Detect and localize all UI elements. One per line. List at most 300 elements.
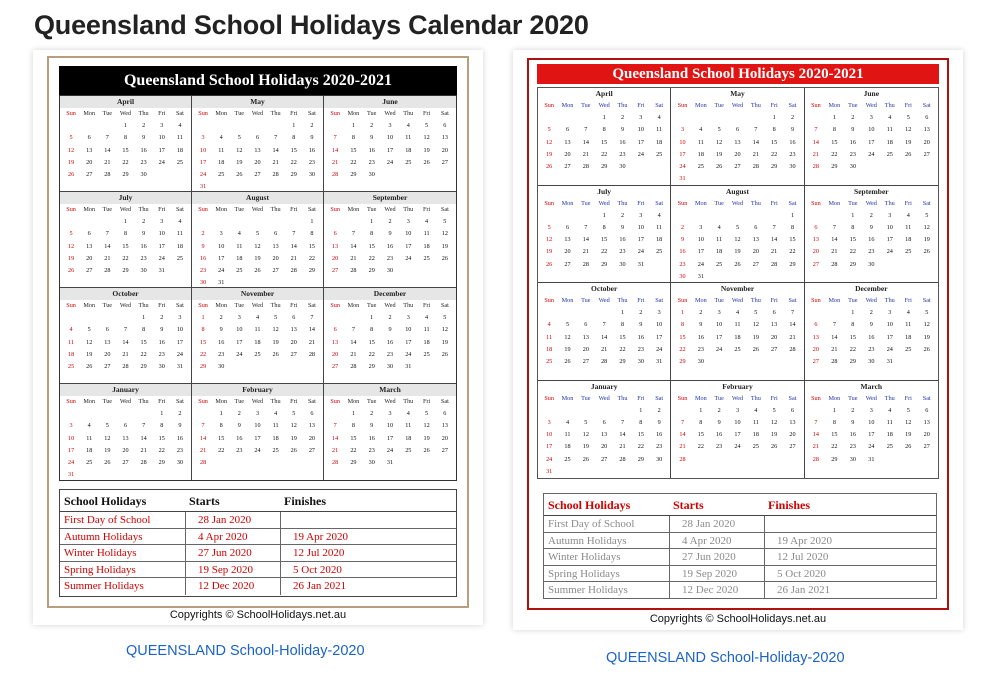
day-cell: 15	[122, 242, 129, 250]
holiday-cell: Spring Holidays	[548, 567, 620, 580]
week-row	[62, 120, 189, 132]
day-cell: 12	[546, 236, 553, 244]
day-cell: 19	[423, 434, 430, 442]
weekday-label: Fri	[637, 199, 645, 207]
day-cell: 19	[923, 236, 930, 244]
day-cell: 11	[546, 333, 553, 341]
weekday-label: Wed	[598, 102, 610, 109]
month-name: August	[726, 186, 749, 196]
day-cell: 5	[772, 406, 776, 414]
day-cell: 26	[716, 163, 723, 171]
week-row	[540, 319, 668, 331]
day-cell: 8	[602, 126, 606, 134]
day-cell: 7	[680, 418, 685, 426]
day-cell: 27	[812, 260, 819, 268]
day-cell: 2	[370, 410, 374, 417]
day-cell: 24	[386, 158, 394, 166]
day-cell: 14	[104, 146, 111, 154]
week-row	[540, 259, 668, 271]
day-cell: 1	[310, 218, 314, 225]
day-cell: 16	[619, 236, 626, 244]
day-cell: 28	[122, 363, 129, 371]
day-cell: 6	[814, 321, 818, 329]
weekday-label: Fri	[422, 302, 431, 309]
weekday-header	[807, 393, 936, 405]
calendar-card-black[interactable]	[33, 50, 483, 625]
day-cell: 25	[716, 260, 723, 268]
day-cell: 17	[868, 138, 875, 146]
day-cell: 8	[832, 418, 836, 426]
week-row	[62, 469, 189, 480]
week-row	[540, 405, 668, 417]
day-cell: 9	[851, 418, 855, 426]
weekday-label: Thu	[617, 297, 628, 304]
day-cell: 24	[734, 443, 741, 451]
day-cell: 27	[290, 350, 297, 358]
weekday-label: Wed	[251, 398, 264, 405]
day-cell: 18	[734, 333, 741, 341]
weekday-label: Thu	[750, 297, 761, 304]
day-cell: 7	[351, 230, 355, 238]
week-row	[807, 454, 936, 466]
week-row	[807, 405, 936, 417]
weekday-label: Thu	[270, 110, 281, 117]
day-cell: 7	[292, 230, 296, 238]
day-cell: 31	[176, 363, 183, 371]
day-cell: 16	[368, 146, 375, 154]
week-row	[326, 228, 454, 240]
day-cell: 1	[160, 410, 164, 417]
day-cell: 7	[201, 422, 205, 430]
day-cell: 16	[849, 431, 856, 439]
day-cell: 31	[679, 175, 686, 183]
day-cell: 25	[405, 446, 412, 454]
day-cell	[98, 120, 116, 132]
day-cell: 11	[176, 230, 183, 238]
week-row	[807, 344, 936, 356]
day-cell: 31	[405, 363, 412, 371]
day-cell: 30	[176, 459, 183, 467]
day-cell: 15	[350, 146, 357, 154]
week-row	[62, 145, 189, 157]
weekday-label: Sat	[788, 394, 797, 402]
day-cell: 23	[368, 158, 375, 166]
day-cell: 10	[546, 431, 553, 439]
day-cell: 17	[405, 338, 412, 346]
weekday-label: Fri	[637, 102, 645, 109]
day-cell: 25	[905, 345, 912, 353]
day-cell: 13	[564, 138, 571, 146]
weekday-label: Mon	[694, 199, 707, 207]
day-cell: 17	[199, 158, 207, 166]
week-row	[194, 216, 321, 228]
weekday-label: Wed	[119, 398, 132, 405]
weekday-header	[326, 396, 454, 408]
day-cell: 9	[699, 321, 703, 329]
day-cell: 4	[425, 314, 429, 321]
weekday-label: Fri	[904, 297, 912, 304]
day-cell	[303, 457, 321, 469]
holiday-cell: 19 Apr 2020	[764, 533, 936, 550]
day-cell	[153, 469, 171, 480]
weekday-header	[326, 300, 454, 312]
day-cell: 11	[405, 134, 412, 142]
day-cell: 8	[851, 223, 855, 231]
day-cell: 25	[546, 358, 553, 366]
day-cell: 10	[67, 434, 75, 442]
day-cell: 18	[564, 443, 571, 451]
day-cell: 19	[67, 254, 75, 262]
day-cell: 25	[886, 443, 893, 451]
day-cell	[344, 312, 362, 324]
day-cell	[326, 408, 344, 420]
day-cell: 6	[735, 126, 740, 134]
day-cell: 2	[219, 314, 223, 321]
day-cell: 6	[292, 314, 296, 321]
day-cell: 12	[441, 326, 448, 334]
day-cell: 3	[680, 126, 685, 134]
day-cell	[326, 312, 344, 324]
day-cell: 16	[236, 434, 243, 442]
day-cell: 10	[158, 230, 165, 238]
weekday-label: Sun	[330, 302, 340, 309]
weekday-label: Sun	[66, 110, 76, 117]
month-name: May	[730, 89, 745, 98]
weekday-label: Sat	[922, 102, 931, 109]
day-cell: 15	[637, 431, 644, 439]
day-cell: 12	[104, 434, 111, 442]
week-row	[62, 361, 189, 373]
weekday-label: Sun	[330, 110, 340, 117]
day-cell	[765, 454, 783, 466]
day-cell: 16	[218, 338, 225, 346]
day-cell: 18	[176, 146, 183, 154]
weekday-label: Thu	[884, 394, 895, 402]
weekday-label: Fri	[770, 102, 778, 109]
day-cell: 6	[310, 410, 314, 417]
day-cell: 7	[814, 126, 818, 134]
day-cell: 3	[547, 418, 551, 426]
day-cell	[632, 466, 650, 478]
week-row	[326, 132, 454, 144]
week-row	[194, 361, 321, 373]
month-block	[538, 381, 671, 479]
day-cell: 25	[218, 171, 225, 179]
weekday-label: Mon	[215, 302, 228, 309]
holiday-cell: Autumn Holidays	[64, 530, 143, 543]
day-cell: 16	[849, 138, 856, 146]
day-cell: 9	[388, 230, 392, 238]
day-cell	[881, 454, 899, 466]
day-cell: 8	[292, 134, 296, 142]
weekday-label: Tue	[848, 297, 858, 304]
week-row	[540, 466, 668, 478]
day-cell: 28	[140, 459, 147, 467]
day-cell	[783, 173, 801, 185]
day-cell: 29	[368, 267, 375, 275]
weekday-label: Sat	[440, 110, 449, 117]
holidays-header-cell: Starts	[189, 494, 220, 508]
day-cell: 23	[218, 350, 225, 358]
day-cell: 8	[370, 230, 374, 238]
day-cell: 14	[332, 434, 339, 442]
day-cell: 12	[67, 242, 75, 250]
day-cell: 21	[104, 158, 111, 166]
holiday-cell: First Day of School	[64, 514, 151, 526]
day-cell: 16	[716, 431, 723, 439]
day-cell: 20	[923, 138, 930, 146]
month-block	[538, 88, 671, 186]
day-cell	[783, 271, 801, 283]
day-cell: 19	[734, 248, 741, 256]
day-cell	[650, 466, 668, 478]
day-cell: 8	[142, 326, 146, 334]
day-cell: 9	[717, 418, 721, 426]
week-row	[326, 337, 454, 349]
day-cell: 15	[849, 236, 856, 244]
day-cell: 17	[886, 333, 893, 341]
day-cell: 2	[310, 122, 314, 129]
weekday-label: Wed	[731, 297, 744, 304]
week-row	[194, 337, 321, 349]
week-row	[673, 454, 801, 466]
calendar-card-red[interactable]	[513, 50, 963, 630]
day-cell: 17	[637, 138, 644, 146]
day-cell: 2	[388, 314, 392, 321]
day-cell: 10	[886, 223, 893, 231]
weekday-label: Sat	[307, 206, 316, 213]
day-cell: 17	[637, 236, 644, 244]
day-cell: 3	[160, 122, 164, 129]
day-cell: 22	[697, 443, 704, 451]
day-cell: 18	[905, 333, 912, 341]
weekday-label: Sat	[440, 206, 449, 213]
weekday-header	[673, 295, 801, 307]
day-cell: 14	[582, 138, 589, 146]
day-cell	[417, 457, 435, 469]
month-name: October	[591, 284, 618, 293]
day-cell	[577, 307, 595, 319]
day-cell: 27	[332, 267, 339, 275]
day-cell: 18	[716, 248, 723, 256]
day-cell: 20	[923, 431, 930, 439]
day-cell: 10	[218, 242, 225, 250]
day-cell: 1	[620, 309, 625, 316]
week-row	[62, 312, 189, 324]
day-cell	[558, 210, 576, 222]
weekday-header	[540, 295, 668, 307]
day-cell: 25	[423, 350, 430, 358]
day-cell: 19	[582, 443, 589, 451]
day-cell: 22	[290, 158, 297, 166]
day-cell: 20	[272, 254, 279, 262]
day-cell: 12	[716, 138, 723, 146]
day-cell: 19	[905, 431, 912, 439]
weekday-label: Sat	[922, 394, 931, 402]
day-cell	[285, 181, 303, 192]
day-cell: 18	[236, 254, 243, 262]
weekday-header	[326, 108, 454, 120]
day-cell: 8	[351, 422, 355, 430]
day-cell: 22	[789, 248, 796, 256]
day-cell	[436, 265, 454, 277]
day-cell: 10	[158, 134, 165, 142]
weekday-label: Sun	[66, 206, 76, 213]
day-cell: 31	[656, 358, 663, 366]
day-cell: 4	[69, 326, 73, 334]
day-cell: 18	[272, 434, 279, 442]
week-row	[62, 241, 189, 253]
day-cell: 1	[219, 410, 223, 417]
day-cell: 20	[86, 254, 93, 262]
day-cell: 2	[639, 309, 643, 316]
day-cell: 4	[735, 309, 740, 316]
day-cell: 11	[272, 422, 279, 430]
day-cell: 12	[582, 431, 589, 439]
day-cell: 16	[637, 333, 644, 341]
weekday-label: Tue	[367, 110, 377, 117]
day-cell: 16	[697, 333, 704, 341]
holidays-header-cell: Finishes	[284, 494, 327, 508]
day-cell: 8	[201, 326, 205, 334]
day-cell	[595, 307, 613, 319]
day-cell: 11	[423, 230, 430, 238]
day-cell	[632, 161, 650, 173]
day-cell	[326, 120, 344, 132]
holidays-header-cell: School Holidays	[548, 498, 631, 512]
weekday-label: Sun	[544, 199, 554, 207]
day-cell: 26	[104, 459, 111, 467]
day-cell: 3	[255, 410, 260, 417]
week-row	[673, 173, 801, 185]
day-cell: 29	[831, 163, 838, 171]
day-cell: 27	[86, 171, 93, 179]
day-cell: 29	[849, 260, 856, 268]
day-cell: 3	[237, 314, 241, 321]
week-row	[194, 324, 321, 336]
day-cell	[783, 356, 801, 368]
weekday-label: Mon	[561, 297, 574, 304]
day-cell: 12	[923, 223, 930, 231]
day-cell: 24	[656, 345, 663, 353]
day-cell	[248, 181, 266, 192]
day-cell	[899, 161, 917, 173]
day-cell: 27	[812, 358, 819, 366]
week-row	[194, 181, 321, 192]
month-block	[192, 288, 324, 384]
weekday-label: Sat	[440, 302, 449, 309]
day-cell	[807, 112, 825, 124]
day-cell	[540, 112, 558, 124]
week-row	[62, 228, 189, 240]
day-cell: 12	[923, 321, 930, 329]
day-cell: 21	[582, 150, 589, 158]
weekday-label: Wed	[731, 199, 744, 207]
day-cell: 2	[160, 314, 164, 321]
day-cell: 5	[717, 126, 721, 134]
day-cell	[825, 210, 843, 222]
day-cell: 13	[254, 146, 261, 154]
day-cell: 24	[218, 267, 225, 275]
day-cell: 20	[752, 248, 759, 256]
card-caption-link[interactable]: QUEENSLAND School-Holiday-2020	[606, 650, 845, 666]
day-cell	[98, 469, 116, 480]
day-cell	[765, 210, 783, 222]
day-cell	[436, 361, 454, 373]
week-row	[807, 417, 936, 429]
day-cell: 27	[564, 163, 571, 171]
day-cell: 23	[697, 345, 704, 353]
weekday-label: Sat	[655, 102, 664, 109]
week-row	[540, 210, 668, 222]
day-cell: 22	[831, 150, 838, 158]
day-cell: 10	[868, 418, 875, 426]
weekday-label: Mon	[215, 110, 228, 117]
day-cell: 21	[619, 443, 626, 451]
day-cell: 4	[219, 134, 223, 142]
day-cell: 25	[564, 455, 571, 463]
day-cell: 6	[443, 122, 447, 129]
weekday-label: Mon	[83, 302, 96, 309]
day-cell: 4	[888, 406, 892, 414]
day-cell: 4	[237, 230, 241, 238]
day-cell: 7	[814, 418, 818, 426]
day-cell	[783, 454, 801, 466]
weekday-header	[62, 204, 189, 216]
week-row	[62, 216, 189, 228]
day-cell: 6	[925, 114, 929, 121]
weekday-label: Thu	[403, 398, 414, 405]
day-cell: 4	[657, 114, 661, 121]
holiday-cell: 26 Jan 2021	[764, 582, 936, 599]
day-cell: 9	[370, 134, 374, 142]
weekday-label: Fri	[904, 199, 912, 207]
day-cell: 1	[351, 122, 355, 129]
day-cell: 17	[158, 242, 165, 250]
day-cell: 29	[290, 171, 297, 179]
day-cell: 30	[218, 363, 225, 371]
weekday-label: Wed	[865, 297, 877, 304]
day-cell: 27	[601, 455, 608, 463]
weekday-label: Sun	[544, 394, 554, 402]
day-cell: 22	[308, 254, 315, 262]
day-cell: 17	[868, 431, 875, 439]
day-cell	[577, 466, 595, 478]
day-cell: 5	[584, 418, 588, 426]
card-caption-link[interactable]: QUEENSLAND School-Holiday-2020	[126, 643, 365, 659]
months-grid	[537, 87, 939, 479]
day-cell	[80, 469, 98, 480]
weekday-label: Sun	[198, 206, 208, 213]
day-cell: 24	[405, 350, 412, 358]
day-cell: 24	[176, 350, 183, 358]
day-cell	[710, 112, 728, 124]
day-cell: 26	[923, 248, 930, 256]
day-cell: 29	[140, 363, 147, 371]
day-cell: 23	[236, 446, 243, 454]
day-cell: 24	[637, 248, 644, 256]
day-cell: 25	[176, 158, 183, 166]
day-cell: 2	[620, 211, 625, 219]
day-cell: 17	[697, 248, 704, 256]
day-cell: 24	[868, 150, 875, 158]
holiday-cell: Summer Holidays	[64, 580, 144, 592]
weekday-label: Mon	[347, 206, 360, 213]
day-cell: 6	[123, 422, 128, 430]
holiday-cell: 5 Oct 2020	[764, 566, 936, 583]
weekday-label: Thu	[403, 302, 414, 309]
day-cell	[62, 120, 80, 132]
